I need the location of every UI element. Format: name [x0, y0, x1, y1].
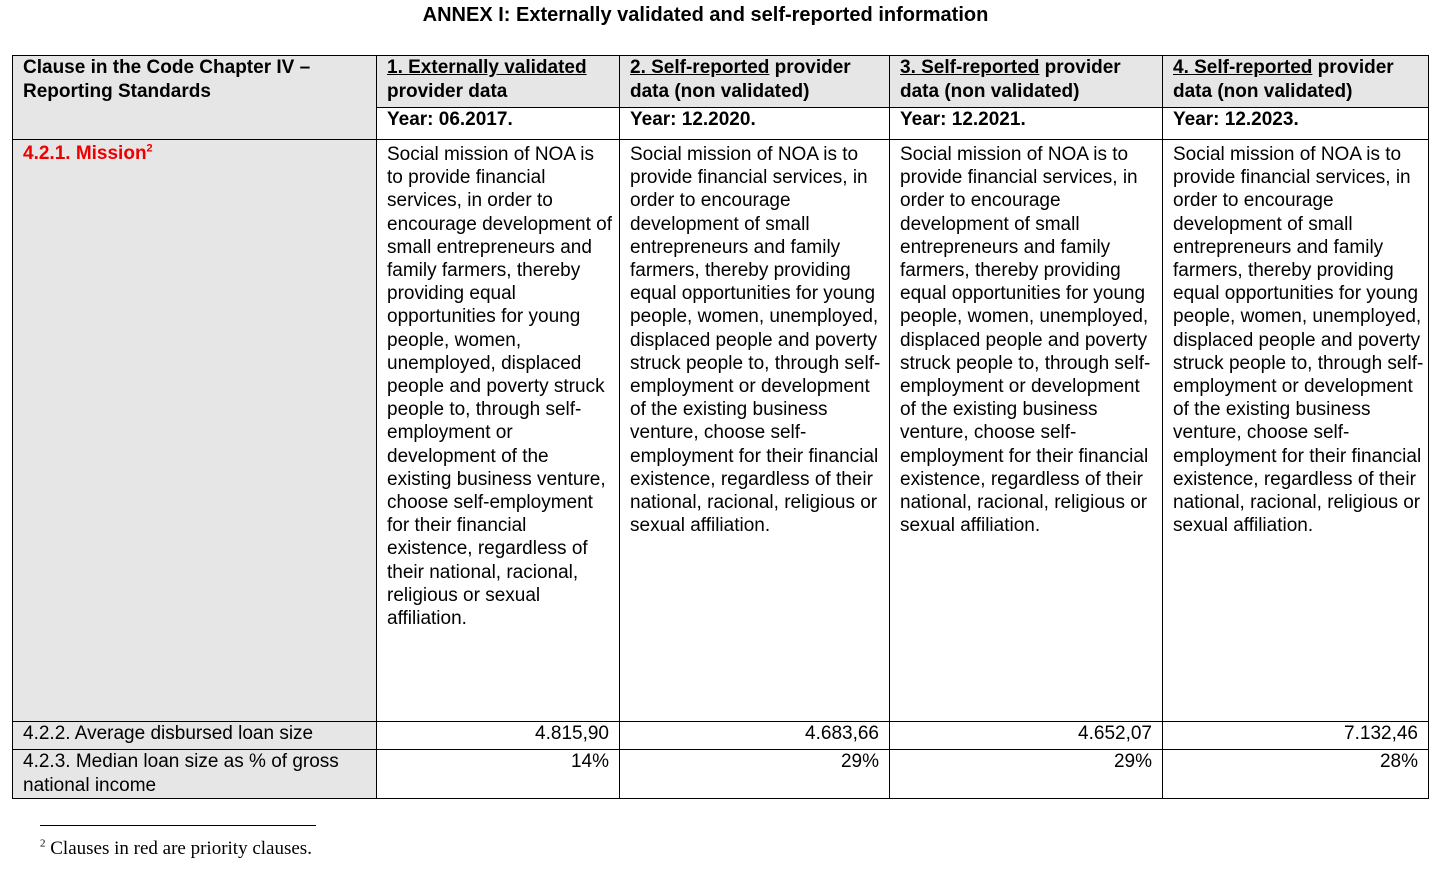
header-col-2-subtitle: data (non validated): [630, 81, 810, 102]
header-col-2-title-rest: provider: [769, 57, 851, 78]
median-loan-value-2: 29%: [620, 750, 890, 799]
median-loan-label: 4.2.3. Median loan size as % of gross national income: [13, 750, 377, 799]
footnote-text: Clauses in red are priority clauses.: [45, 838, 312, 859]
mission-value-4: Social mission of NOA is to provide financial services, in order to encourage development of small entrepreneurs and family farmers, thereby providing equal opportunities for young people, women, unemployed, displaced people and poverty struck people to, through self-employment or development of the existing business venture, choose self-employment for their financial existence, regardless of their national, racional, religious or sexual affiliation.: [1163, 140, 1429, 722]
mission-value-1: Social mission of NOA is to provide financial services, in order to encourage development of small entrepreneurs and family farmers, thereby providing equal opportunities for young people, women, unemployed, displaced people and poverty struck people to, through self-employment or development of the existing business venture, choose self-employment for their financial existence, regardless of their national, racional, religious or sexual affiliation.: [377, 140, 620, 722]
mission-value-2: Social mission of NOA is to provide financial services, in order to encourage development of small entrepreneurs and family farmers, thereby providing equal opportunities for young people, women, unemployed, displaced people and poverty struck people to, through self-employment or development of the existing business venture, choose self-employment for their financial existence, regardless of their national, racional, religious or sexual affiliation.: [620, 140, 890, 722]
year-col-2: Year: 12.2020.: [620, 108, 890, 140]
header-row: [13, 56, 1429, 108]
header-col-4-title-rest: provider: [1312, 57, 1394, 78]
avg-loan-row: [13, 722, 1429, 750]
median-loan-row: [13, 750, 1429, 799]
avg-loan-value-3: 4.652,07: [890, 722, 1163, 750]
header-col-4: [1163, 56, 1429, 108]
avg-loan-value-4: 7.132,46: [1163, 722, 1429, 750]
year-col-4: Year: 12.2023.: [1163, 108, 1429, 140]
footnote-separator: [40, 825, 316, 826]
median-loan-value-1: 14%: [377, 750, 620, 799]
mission-label: [13, 140, 377, 722]
header-col-3-title-rest: provider: [1039, 57, 1121, 78]
header-col-3-subtitle: data (non validated): [900, 81, 1080, 102]
header-col-4-title: 4. Self-reported: [1173, 57, 1313, 78]
avg-loan-label: 4.2.2. Average disbursed loan size: [13, 722, 377, 750]
header-col-2: [620, 56, 890, 108]
header-col-3: [890, 56, 1163, 108]
annex-title: ANNEX I: Externally validated and self-reported information: [422, 4, 989, 26]
header-col-4-subtitle: data (non validated): [1173, 81, 1353, 102]
footnote-number: 2: [40, 837, 46, 850]
median-loan-value-4: 28%: [1163, 750, 1429, 799]
header-col-1: [377, 56, 620, 108]
year-col-3: Year: 12.2021.: [890, 108, 1163, 140]
header-col-2-title: 2. Self-reported: [630, 57, 770, 78]
avg-loan-value-2: 4.683,66: [620, 722, 890, 750]
mission-label-text: 4.2.1. Mission: [23, 143, 147, 164]
footnote: [40, 838, 312, 860]
mission-value-3: Social mission of NOA is to provide financial services, in order to encourage development of small entrepreneurs and family farmers, thereby providing equal opportunities for young people, women, unemployed, displaced people and poverty struck people to, through self-employment or development of the existing business venture, choose self-employment for their financial existence, regardless of their national, racional, religious or sexual affiliation.: [890, 140, 1163, 722]
avg-loan-value-1: 4.815,90: [377, 722, 620, 750]
footnote-ref: 2: [146, 142, 153, 155]
annex-table: [12, 55, 1429, 799]
mission-row: [13, 140, 1429, 722]
header-col-3-title: 3. Self-reported: [900, 57, 1040, 78]
header-col-1-title: 1. Externally validated: [387, 57, 587, 78]
header-col-1-subtitle: provider data: [387, 81, 508, 102]
median-loan-value-3: 29%: [890, 750, 1163, 799]
header-clause: Clause in the Code Chapter IV – Reporting Standards: [13, 56, 377, 140]
year-col-1: Year: 06.2017.: [377, 108, 620, 140]
